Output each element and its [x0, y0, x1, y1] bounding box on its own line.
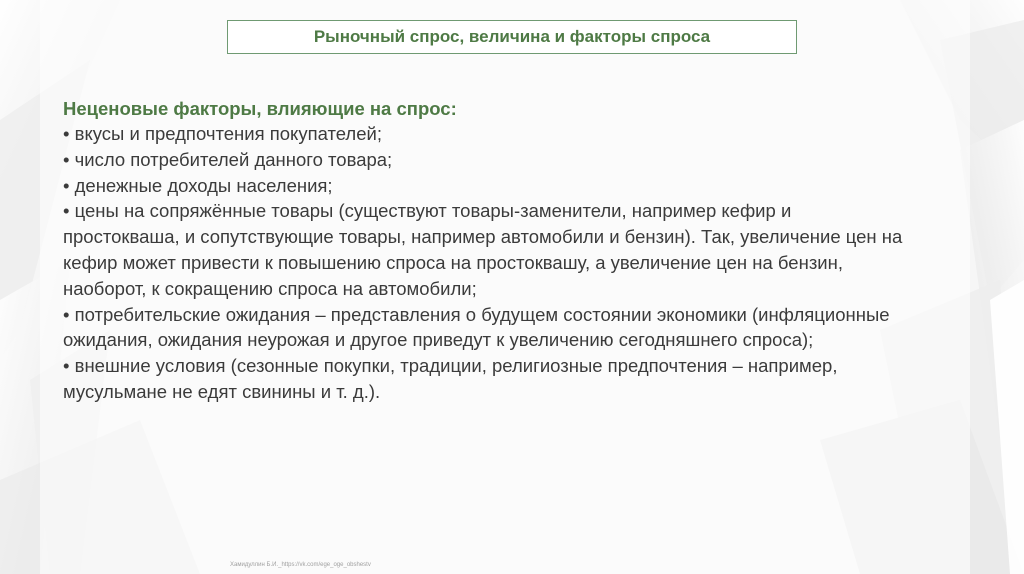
- text-line: • вкусы и предпочтения покупателей;: [63, 123, 382, 144]
- text-line: наоборот, к сокращению спроса на автомобили;: [63, 277, 477, 299]
- text-line: • потребительские ожидания – представления о будущем состоянии экономики (инфляционные: [63, 303, 890, 325]
- content-block: [63, 96, 963, 405]
- text-line: кефир может привести к повышению спроса на простоквашу, а увеличение цен на бензин,: [63, 251, 843, 273]
- text-line: • внешние условия (сезонные покупки, традиции, религиозные предпочтения – например,: [63, 355, 838, 377]
- text-line: • цены на сопряжённые товары (существуют товары-заменители, например кефир и: [63, 200, 792, 222]
- text-line: мусульмане не едят свинины и т. д.).: [63, 380, 381, 402]
- footer-credit: Хамидуллин Б.И._https://vk.com/ege_oge_obshestv: [230, 562, 371, 568]
- title-box: [227, 20, 797, 54]
- text-line: простокваша, и сопутствующие товары, например автомобили и бензин). Так, увеличение цен на: [63, 226, 903, 248]
- text-line: • число потребителей данного товара;: [63, 148, 393, 170]
- slide-title: Рыночный спрос, величина и факторы спроса: [313, 27, 711, 46]
- section-heading: Неценовые факторы, влияющие на спрос:: [63, 98, 457, 119]
- text-line: ожидания, ожидания неурожая и другое приведут к увеличению сегодняшнего спроса);: [63, 329, 814, 351]
- text-line: • денежные доходы населения;: [63, 174, 333, 196]
